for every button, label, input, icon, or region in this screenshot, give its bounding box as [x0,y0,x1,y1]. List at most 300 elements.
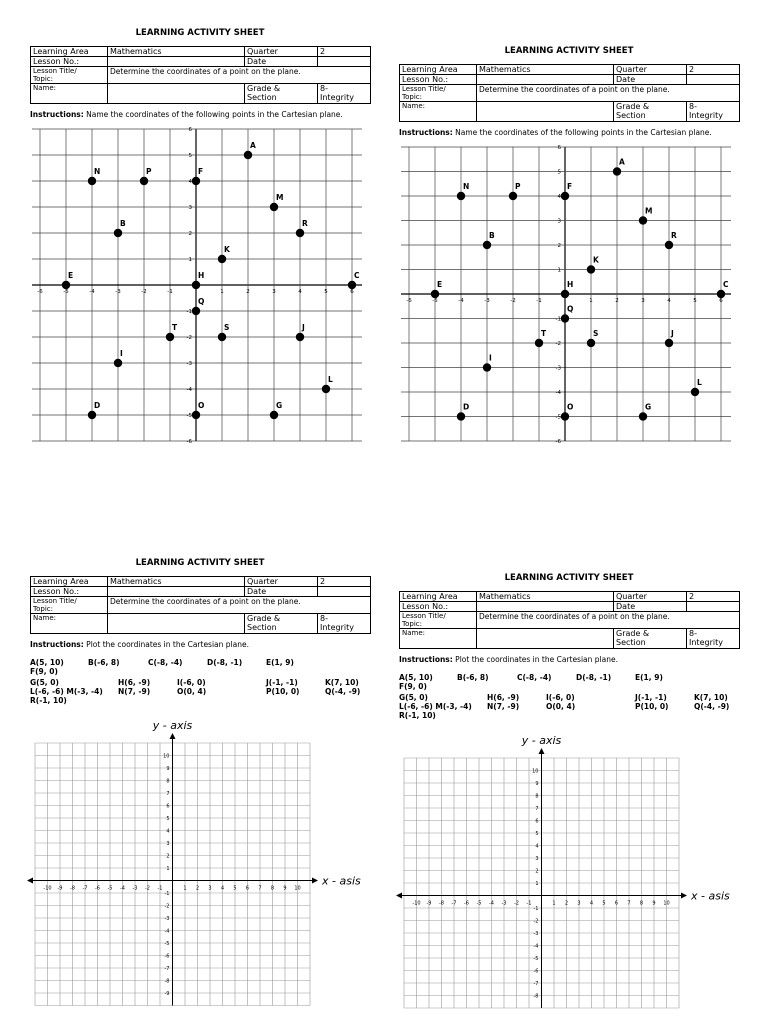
x-tick-label: 9 [283,885,287,892]
point-l [691,388,699,396]
point-m [270,203,278,211]
coord-k: K(7, 10) [325,678,359,687]
y-tick-label: -5 [164,941,170,947]
topic-label: Topic: [33,605,53,613]
coord-i: I(-6, 0) [177,678,206,687]
point-label-j: J [671,329,674,338]
y-tick-label: 6 [557,145,561,151]
coord-d: D(-8, -1) [207,658,243,667]
lesson-title-value: Determine the coordinates of a point on the plane. [477,85,740,102]
x-tick-label: -4 [120,885,125,892]
point-label-t: T [172,323,178,332]
instructions-text: Plot the coordinates in the Cartesian plane. [86,640,249,649]
x-axis-label: x - asis [691,889,730,903]
instructions [399,656,729,664]
quarter-value: 2 [318,47,371,57]
y-tick-label: -1 [164,891,170,897]
x-tick-label: 9 [652,900,656,907]
cartesian-plane-labeled [399,141,739,451]
point-label-o: O [198,401,205,410]
y-tick-label: 2 [188,231,192,237]
point-o [561,412,569,420]
sheet-title: LEARNING ACTIVITY SHEET [135,558,265,568]
point-label-q: Q [198,297,205,306]
x-tick-label: -10 [43,885,52,892]
point-label-p: P [146,167,152,176]
y-tick-label: 10 [163,753,170,760]
x-tick-label: 10 [663,900,670,907]
y-tick-label: -3 [186,361,192,367]
x-tick-label: -3 [132,885,138,892]
coord-b: B(-6, 8) [88,658,120,667]
x-tick-label: -10 [412,900,421,907]
instructions-label: Instructions: [399,128,453,137]
y-tick-label: 5 [166,816,170,822]
coord-g: G(5, 0) [399,693,428,702]
x-tick-label: -4 [458,298,464,304]
y-tick-label: -2 [164,903,170,910]
lesson-no-value[interactable] [108,587,245,597]
learning-area-value: Mathematics [108,577,245,587]
point-label-s: S [593,329,599,338]
point-k [587,265,595,273]
lesson-title-value: Determine the coordinates of a point on the plane. [108,597,371,614]
point-label-e: E [68,271,74,280]
point-label-c: C [354,271,360,280]
y-tick-label: -5 [186,413,192,419]
point-e [431,290,439,298]
point-label-n: N [94,167,101,176]
point-s [587,339,595,347]
instructions [30,641,360,649]
x-tick-label: -5 [476,900,482,907]
y-tick-label: -2 [555,341,561,347]
point-label-b: B [120,219,126,228]
lesson-no-label: Lesson No.: [400,602,477,612]
lesson-no-value[interactable] [477,75,614,85]
point-label-h: H [198,271,205,280]
date-label: Date [245,57,318,67]
section-label: Section [616,111,646,120]
x-tick-label: -7 [82,885,88,892]
point-label-f: F [198,167,204,176]
x-tick-label: -9 [426,900,432,907]
point-e [62,281,70,289]
y-tick-label: -6 [186,439,192,445]
y-tick-label: -9 [164,991,170,997]
coord-b: B(-6, 8) [457,673,489,682]
coord-q: Q(-4, -9) [325,687,361,696]
y-tick-label: 2 [166,853,170,860]
x-tick-label: 1 [220,289,224,295]
point-n [88,177,96,185]
info-table [30,46,371,104]
x-tick-label: 3 [577,900,581,907]
x-tick-label: 4 [589,900,594,907]
y-tick-label: 2 [535,868,539,875]
point-d [88,411,96,419]
lesson-title-label: Lesson Title/ [33,67,77,75]
x-tick-label: 8 [639,900,644,907]
grade-value: 8- [689,629,697,638]
y-tick-label: -1 [533,906,539,912]
name-value[interactable] [108,84,245,104]
instructions-text: Plot the coordinates in the Cartesian plane. [455,655,618,664]
y-tick-label: 4 [557,194,561,200]
x-tick-label: 6 [614,900,619,907]
y-tick-label: 9 [535,781,539,787]
point-f [561,192,569,200]
point-label-s: S [224,323,230,332]
point-label-j: J [302,323,305,332]
y-tick-label: -5 [533,956,539,962]
x-tick-label: 5 [233,885,237,892]
x-tick-label: -3 [501,900,507,907]
topic-label: Topic: [33,75,53,83]
x-tick-label: -1 [526,900,532,907]
x-tick-label: -6 [95,885,100,892]
coord-j: J(-1, -1) [266,678,298,687]
coord-q: Q(-4, -9) [694,702,730,711]
learning-area-label: Learning Area [400,592,477,602]
section-label: Section [616,638,646,647]
y-tick-label: 7 [166,791,170,797]
coord-r: R(-1, 10) [399,711,436,720]
x-tick-label: -6 [464,900,469,907]
x-tick-label: 7 [258,885,262,892]
x-tick-label: 2 [564,900,569,907]
point-r [665,241,673,249]
name-value[interactable] [477,629,614,649]
coord-n: N(7, -9) [487,702,520,711]
coord-g: G(5, 0) [30,678,59,687]
x-tick-label: 6 [245,885,250,892]
instructions-text: Name the coordinates of the following points in the Cartesian plane. [86,110,343,119]
x-tick-label: -7 [451,900,457,907]
x-tick-label: -5 [432,298,438,304]
point-g [270,411,278,419]
grade-value: 8- [689,102,697,111]
point-p [509,192,517,200]
coord-c: C(-8, -4) [148,658,183,667]
cartesian-grid-blank[interactable] [399,734,739,1018]
y-tick-label: 5 [535,831,539,837]
y-tick-label: 3 [188,205,192,211]
info-table [399,64,740,122]
point-f [192,177,200,185]
info-table [399,591,740,649]
y-axis-label: y - axis [152,719,193,732]
name-label: Name: [31,614,108,634]
point-label-k: K [224,245,230,254]
x-axis-arrow-left [27,878,33,884]
y-tick-label: 5 [188,153,192,159]
y-tick-label: -4 [164,928,170,935]
learning-area-label: Learning Area [31,47,108,57]
x-tick-label: 1 [183,885,187,892]
point-q [192,307,200,315]
y-tick-label: 8 [166,778,170,785]
y-tick-label: -3 [533,931,539,937]
point-label-l: L [697,378,702,387]
y-tick-label: -2 [186,335,192,341]
point-m [639,216,647,224]
date-value[interactable] [318,57,371,67]
x-tick-label: 4 [667,298,671,304]
learning-area-label: Learning Area [31,577,108,587]
x-tick-label: 2 [615,298,619,304]
topic-label: Topic: [402,620,422,628]
grade-value: 8- [320,614,328,623]
point-label-c: C [723,280,729,289]
sheet-title: LEARNING ACTIVITY SHEET [135,28,265,38]
point-j [665,339,673,347]
point-i [483,363,491,371]
learning-area-value: Mathematics [108,47,245,57]
lesson-no-label: Lesson No.: [31,587,108,597]
name-label: Name: [400,102,477,122]
x-tick-label: 2 [195,885,200,892]
point-label-r: R [302,219,308,228]
sheet-bottom-right [399,573,739,1006]
x-tick-label: -8 [70,885,75,892]
learning-area-value: Mathematics [477,65,614,75]
x-tick-label: 3 [208,885,212,892]
point-label-d: D [94,401,101,410]
name-label: Name: [400,629,477,649]
point-q [561,314,569,322]
coord-o: O(0, 4) [546,702,576,711]
quarter-value: 2 [687,592,740,602]
y-tick-label: -4 [186,387,192,393]
point-a [613,167,621,175]
sheet-top-left [30,28,370,458]
x-tick-label: 6 [350,289,354,295]
lesson-title-value: Determine the coordinates of a point on the plane. [477,612,740,629]
x-tick-label: -6 [37,289,43,295]
lesson-no-value[interactable] [477,602,614,612]
y-tick-label: 1 [535,881,539,887]
point-b [114,229,122,237]
coord-p: P(10, 0) [266,687,300,696]
point-label-p: P [515,182,521,191]
x-tick-label: -6 [406,298,412,304]
y-tick-label: -3 [164,916,170,922]
lesson-title-value: Determine the coordinates of a point on the plane. [108,67,371,84]
quarter-label: Quarter [614,65,687,75]
lesson-no-label: Lesson No.: [400,75,477,85]
point-k [218,255,226,263]
sheet-title: LEARNING ACTIVITY SHEET [504,46,634,56]
y-tick-label: 3 [166,841,170,847]
point-label-r: R [671,231,677,240]
lesson-title-label: Lesson Title/ [402,612,446,620]
x-tick-label: -8 [439,900,444,907]
x-tick-label: -2 [145,885,150,892]
quarter-label: Quarter [245,47,318,57]
integrity-value: Integrity [689,111,723,120]
section-label: Section [247,93,277,102]
point-a [244,151,252,159]
point-label-h: H [567,280,574,289]
instructions-text: Name the coordinates of the following points in the Cartesian plane. [455,128,712,137]
y-axis-arrow-up [170,733,176,739]
coord-p: P(10, 0) [635,702,669,711]
y-axis-label: y - axis [521,734,562,747]
x-tick-label: 4 [220,885,225,892]
point-label-a: A [619,157,625,167]
quarter-label: Quarter [614,592,687,602]
point-h [561,290,569,298]
y-tick-label: -1 [186,309,192,315]
lesson-no-value[interactable] [108,57,245,67]
y-tick-label: -6 [533,968,539,975]
point-label-l: L [328,375,333,384]
integrity-value: Integrity [320,93,354,102]
x-tick-label: -2 [141,289,147,295]
coord-a: A(5, 10) [30,658,64,667]
point-label-g: G [276,401,283,410]
coord-j: J(-1, -1) [635,693,667,702]
y-tick-label: 6 [166,803,170,810]
x-tick-label: 1 [552,900,556,907]
date-value[interactable] [318,587,371,597]
coord-o: O(0, 4) [177,687,207,696]
x-tick-label: 5 [602,900,606,907]
point-o [192,411,200,419]
point-l [322,385,330,393]
x-tick-label: -5 [63,289,69,295]
cartesian-plane-labeled [30,123,370,453]
instructions [30,111,360,119]
grade-section-label: Grade & [616,102,650,111]
coordinate-list [30,659,370,714]
y-tick-label: 4 [535,843,539,850]
point-label-m: M [645,206,653,216]
coord-l-m: L(-6, -6) M(-3, -4) [30,687,103,696]
y-tick-label: 1 [188,257,192,263]
y-tick-label: -6 [555,439,561,445]
coord-f: F(9, 0) [30,667,58,676]
point-label-k: K [593,255,599,265]
y-tick-label: 10 [532,768,539,775]
point-label-o: O [567,402,574,412]
sheet-bottom-left [30,558,370,1006]
lesson-title-label: Lesson Title/ [402,85,446,93]
coord-h: H(6, -9) [487,693,520,702]
cartesian-grid-blank[interactable] [30,719,370,1013]
y-tick-label: 8 [535,793,539,800]
x-axis-arrow-left [396,893,402,899]
x-tick-label: -4 [89,289,95,295]
point-j [296,333,304,341]
grade-value: 8- [320,84,328,93]
point-c [717,290,725,298]
integrity-value: Integrity [689,638,723,647]
coord-a: A(5, 10) [399,673,433,682]
sheet-top-right [399,46,739,456]
point-label-g: G [645,402,652,412]
date-label: Date [245,587,318,597]
x-axis-label: x - asis [322,874,361,888]
learning-area-value: Mathematics [477,592,614,602]
y-tick-label: -3 [555,365,561,372]
y-tick-label: -5 [555,414,561,421]
point-label-i: I [489,353,492,363]
point-label-a: A [250,141,256,150]
y-tick-label: 1 [557,267,561,274]
quarter-value: 2 [687,65,740,75]
point-t [166,333,174,341]
instructions-label: Instructions: [30,640,84,649]
topic-label: Topic: [402,93,422,101]
y-tick-label: -8 [164,978,170,985]
point-label-f: F [567,182,573,191]
x-tick-label: 3 [272,289,276,295]
y-tick-label: 4 [166,828,170,835]
y-tick-label: 7 [535,806,539,812]
x-axis-arrow-right [681,893,687,899]
x-tick-label: -9 [57,885,63,892]
y-axis-arrow-up [539,748,545,754]
point-label-t: T [541,329,547,338]
date-label: Date [614,75,687,85]
point-p [140,177,148,185]
y-tick-label: 2 [557,243,561,249]
x-tick-label: -2 [514,900,519,907]
y-tick-label: 9 [166,766,170,772]
coord-k: K(7, 10) [694,693,728,702]
x-tick-label: 1 [589,298,593,304]
quarter-label: Quarter [245,577,318,587]
point-h [192,281,200,289]
coord-r: R(-1, 10) [30,696,67,705]
x-tick-label: -4 [489,900,494,907]
x-tick-label: -3 [484,298,490,304]
point-t [535,339,543,347]
name-value[interactable] [108,614,245,634]
y-tick-label: -4 [533,943,539,950]
point-i [114,359,122,367]
name-label: Name: [31,84,108,104]
quarter-value: 2 [318,577,371,587]
point-s [218,333,226,341]
instructions [399,129,729,137]
coord-e: E(1, 9) [266,658,294,667]
x-axis-arrow-right [312,878,318,884]
x-tick-label: 2 [246,289,250,295]
coord-c: C(-8, -4) [517,673,552,682]
coord-h: H(6, -9) [118,678,151,687]
point-label-q: Q [567,304,574,314]
x-tick-label: 7 [627,900,631,907]
y-tick-label: 4 [188,179,192,185]
coord-d: D(-8, -1) [576,673,612,682]
date-value[interactable] [687,75,740,85]
y-tick-label: 3 [535,856,539,862]
point-r [296,229,304,237]
instructions-label: Instructions: [399,655,453,664]
grade-section-label: Grade & [247,614,281,623]
name-value[interactable] [477,102,614,122]
date-value[interactable] [687,602,740,612]
x-tick-label: -3 [115,289,121,295]
coord-f: F(9, 0) [399,682,427,691]
coord-l-m: L(-6, -6) M(-3, -4) [399,702,472,711]
x-tick-label: 6 [719,298,723,304]
point-g [639,412,647,420]
x-tick-label: -1 [167,289,173,295]
